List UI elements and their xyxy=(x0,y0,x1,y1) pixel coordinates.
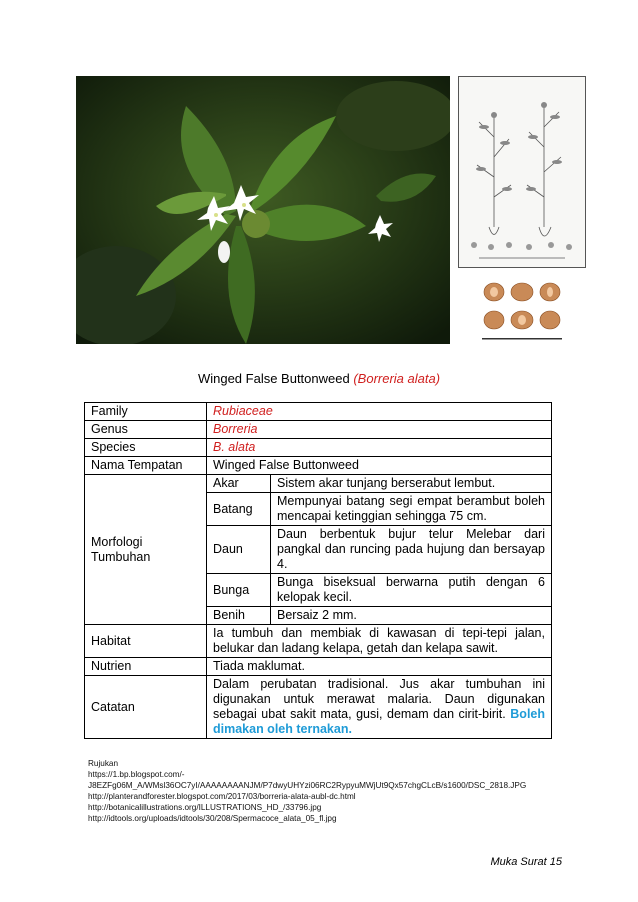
species-value: B. alata xyxy=(207,439,552,457)
table-row xyxy=(85,676,552,739)
reference-line: https://1.bp.blogspot.com/- xyxy=(88,770,185,779)
classification-table xyxy=(84,402,552,739)
local-name-label: Nama Tempatan xyxy=(85,457,207,475)
notes-highlight: Boleh dimakan oleh ternakan. xyxy=(213,707,546,736)
caption-common-name: Winged False Buttonweed xyxy=(197,371,350,386)
morphology-label: Morfologi Tumbuhan xyxy=(85,475,207,625)
page-number: Muka Surat 15 xyxy=(490,856,562,868)
genus-value: Borreria xyxy=(207,421,552,439)
morphology-desc: Daun berbentuk bujur telur Melebar dari pangkal dan runcing pada hujung dan bersayap 4. xyxy=(271,526,552,574)
reference-line: http://botanicalillustrations.org/ILLUSTRATIONS_HD_/33796.jpg xyxy=(88,803,322,812)
plant-photo xyxy=(76,76,450,344)
table-row xyxy=(85,439,552,457)
notes-text: Dalam perubatan tradisional. Jus akar tumbuhan ini digunakan untuk merawat malaria. Daun digunakan sebagai ubat sakit mata, gusi, demam dan cirit-birit. xyxy=(213,677,545,721)
species-label: Species xyxy=(85,439,207,457)
morphology-desc: Bunga biseksual berwarna putih dengan 6 kelopak kecil. xyxy=(271,574,552,607)
nutrient-value: Tiada maklumat. xyxy=(207,658,552,676)
reference-line: http://idtools.org/uploads/idtools/30/208/Spermacoce_alata_05_fl.jpg xyxy=(88,814,337,823)
morphology-part: Benih xyxy=(207,607,271,625)
morphology-part: Daun xyxy=(207,526,271,574)
table-row xyxy=(85,421,552,439)
morphology-part: Bunga xyxy=(207,574,271,607)
figure-caption xyxy=(0,371,638,386)
nutrient-label: Nutrien xyxy=(85,658,207,676)
botanical-illustration xyxy=(458,76,586,268)
caption-scientific-name: (Borreria alata) xyxy=(353,371,441,386)
reference-line: J8EZFg06M_A/WMsl36OC7yI/AAAAAAAANJM/P7dwyUHYzi06RC2RypyuMWjUt9Qx57chgCLcB/s1600/DSC_2818.JPG xyxy=(88,781,527,790)
table-row xyxy=(85,625,552,658)
family-value: Rubiaceae xyxy=(207,403,552,421)
notes-value xyxy=(207,676,552,739)
morphology-desc: Sistem akar tunjang berserabut lembut. xyxy=(271,475,552,493)
table-row xyxy=(85,457,552,475)
table-row xyxy=(85,403,552,421)
family-label: Family xyxy=(85,403,207,421)
habitat-value: Ia tumbuh dan membiak di kawasan di tepi-tepi jalan, belukar dan ladang kelapa, getah dan kelapa sawit. xyxy=(207,625,552,658)
morphology-part: Akar xyxy=(207,475,271,493)
references-title: Rujukan xyxy=(88,759,119,768)
reference-line: http://planterandforester.blogspot.com/2017/03/borreria-alata-aubl-dc.html xyxy=(88,792,356,801)
morphology-part: Batang xyxy=(207,493,271,526)
table-row xyxy=(85,658,552,676)
notes-label: Catatan xyxy=(85,676,207,739)
table-row xyxy=(85,475,552,493)
seed-photo xyxy=(476,278,568,344)
references xyxy=(88,758,568,824)
local-name-value: Winged False Buttonweed xyxy=(207,457,552,475)
genus-label: Genus xyxy=(85,421,207,439)
morphology-desc: Mempunyai batang segi empat berambut boleh mencapai ketinggian sehingga 75 cm. xyxy=(271,493,552,526)
morphology-desc: Bersaiz 2 mm. xyxy=(271,607,552,625)
habitat-label: Habitat xyxy=(85,625,207,658)
